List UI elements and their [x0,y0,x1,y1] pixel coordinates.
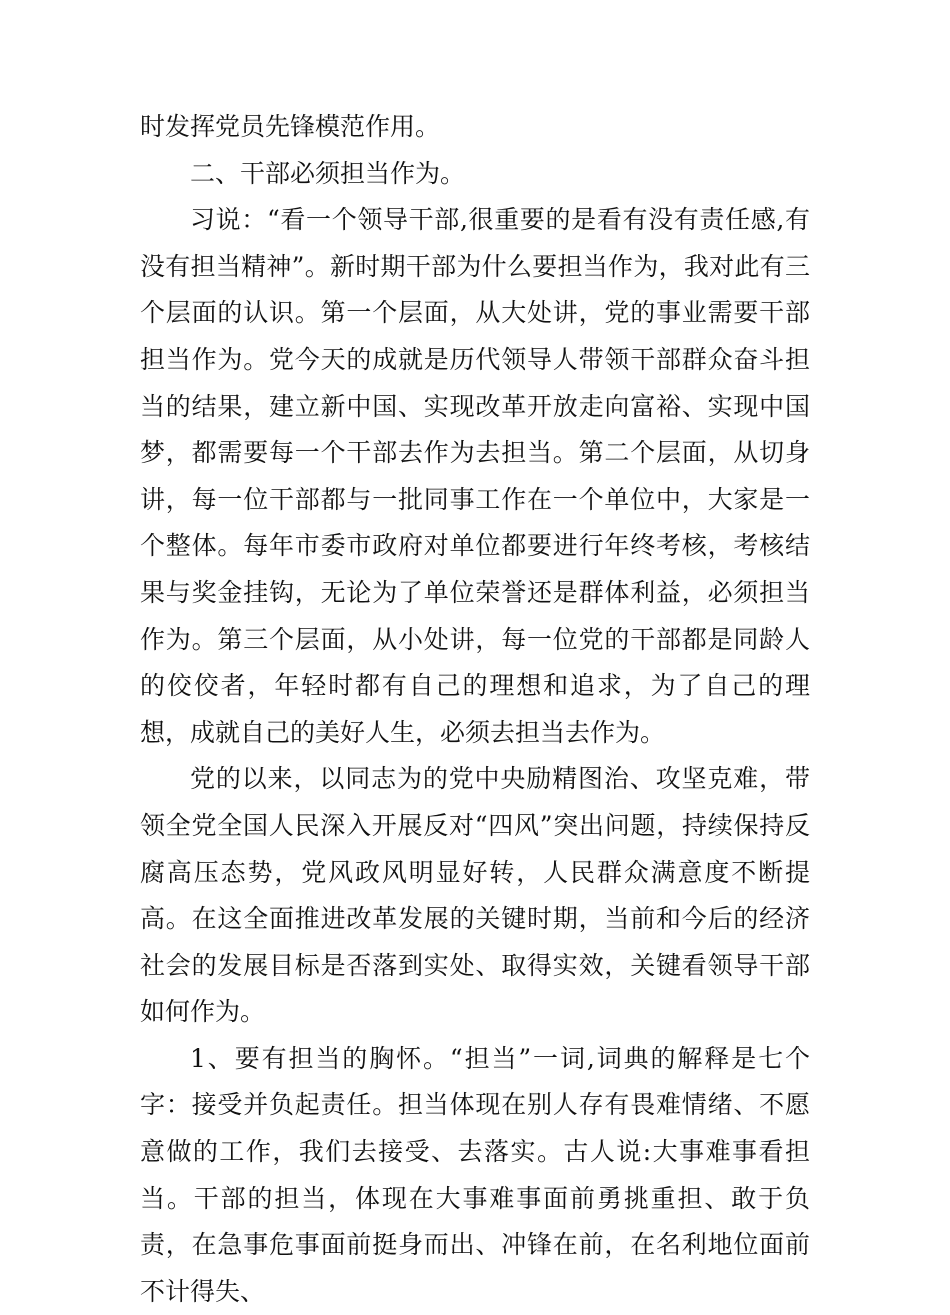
paragraph-continuation: 时发挥党员先锋模范作用。 [140,112,441,141]
paragraph-body: 1、要有担当的胸怀。“担当”一词,词典的解释是七个字：接受并负起责任。担当体现在别人存有畏难情绪、不愿意做的工作，我们去接受、去落实。古人说:大事难事看担当。干部的担当，体现在大事难事面前勇挑重担、敢于负责，在急事危事面前挺身而出、冲锋在前，在名利地位面前不计得失、 [140,1043,810,1306]
paragraph-body: 习说：“看一个领导干部,很重要的是看有没有责任感,有没有担当精神”。新时期干部为什么要担当作为，我对此有三个层面的认识。第一个层面，从大处讲，党的事业需要干部担当作为。党今天的成就是历代领导人带领干部群众奋斗担当的结果，建立新中国、实现改革开放走向富裕、实现中国梦，都需要每一个干部去作为去担当。第二个层面，从切身讲，每一位干部都与一批同事工作在一个单位中，大家是一个整体。每年市委市政府对单位都要进行年终考核，考核结果与奖金挂钩，无论为了单位荣誉还是群体利益，必须担当作为。第三个层面，从小处讲，每一位党的干部都是同龄人的佼佼者，年轻时都有自己的理想和追求，为了自己的理想，成就自己的美好人生，必须去担当去作为。 [140,205,810,747]
paragraph-body: 党的以来，以同志为的党中央励精图治、攻坚克难，带领全党全国人民深入开展反对“四风”突出问题，持续保持反腐高压态势，党风政风明显好转，人民群众满意度不断提高。在这全面推进改革发展的关键时期，当前和今后的经济社会的发展目标是否落到实处、取得实效，关键看领导干部如何作为。 [140,764,810,1027]
document-body [140,104,810,1315]
section-heading: 二、干部必须担当作为。 [190,158,466,188]
